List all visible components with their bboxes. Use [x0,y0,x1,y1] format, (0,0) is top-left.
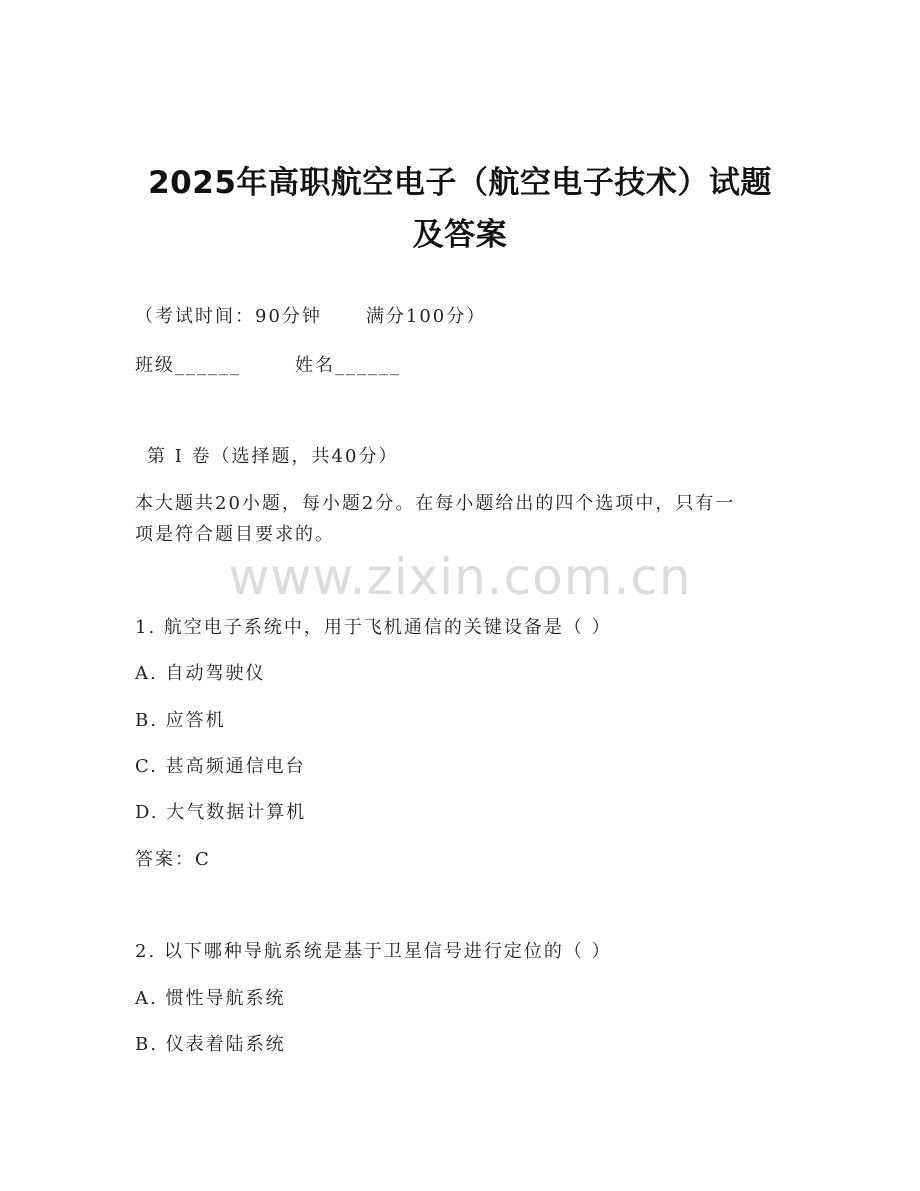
question-1-option-d: D. 大气数据计算机 [135,802,307,823]
section-header: 第 I 卷（选择题，共40分） [147,446,399,467]
instructions-line1: 本大题共20小题，每小题2分。在每小题给出的四个选项中，只有一 [135,493,736,514]
question-1-option-c: C. 甚高频通信电台 [135,756,306,777]
question-1-option-a: A. 自动驾驶仪 [135,663,266,684]
document-title-line2: 及答案 [412,217,508,253]
question-1-stem: 1. 航空电子系统中，用于飞机通信的关键设备是（ ） [135,617,612,638]
watermark: www.zixin.com.cn [228,548,692,606]
question-2-option-b: B. 仪表着陆系统 [135,1034,286,1055]
student-fields [135,351,401,377]
document-title-line1: 2025年高职航空电子（航空电子技术）试题 [148,165,772,201]
exam-info [135,302,486,328]
name-field: 姓名______ [295,355,401,376]
class-field: 班级______ [135,355,241,376]
full-score: 满分100分） [365,306,487,327]
question-2-option-a: A. 惯性导航系统 [135,988,286,1009]
exam-time: （考试时间：90分钟 [135,306,322,327]
question-1-option-b: B. 应答机 [135,710,226,731]
instructions-line2: 项是符合题目要求的。 [135,524,335,545]
question-1-answer: 答案：C [135,849,211,870]
question-2-stem: 2. 以下哪种导航系统是基于卫星信号进行定位的（ ） [135,941,612,962]
